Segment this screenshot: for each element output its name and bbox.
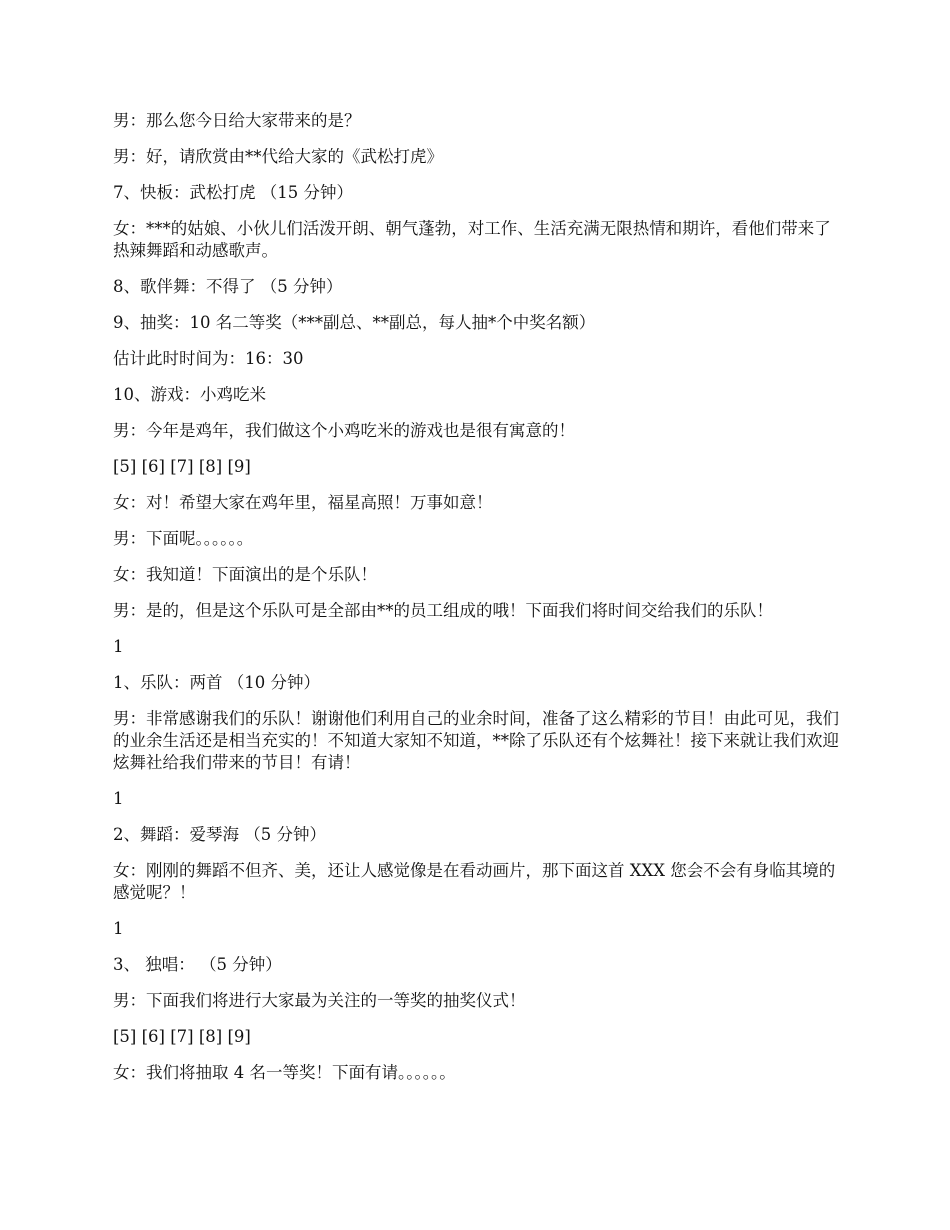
program-item-heading: 1、乐队：两首 （10 分钟）: [113, 673, 320, 692]
paragraph: 女：刚刚的舞蹈不但齐、美，还让人感觉像是在看动画片，那下面这首 XXX 您会不会有身临其境的感觉呢？！: [113, 861, 836, 902]
paragraph: 男：今年是鸡年，我们做这个小鸡吃米的游戏也是很有寓意的！: [113, 421, 575, 440]
page-marker: 1: [113, 789, 124, 808]
paragraph: 估计此时时间为：16：30: [113, 349, 304, 368]
program-item-heading: 9、抽奖：10 名二等奖（***副总、**副总，每人抽*个中奖名额）: [113, 313, 596, 332]
program-item-heading: 10、游戏：小鸡吃米: [113, 385, 266, 404]
paragraph: 男：下面我们将进行大家最为关注的一等奖的抽奖仪式！: [113, 991, 526, 1010]
document-body: [113, 110, 841, 1098]
program-item-heading: 8、歌伴舞：不得了 （5 分钟）: [113, 277, 343, 296]
paragraph: 女：我们将抽取 4 名一等奖！下面有请。。。。。。: [113, 1063, 456, 1082]
paragraph: 女：***的姑娘、小伙儿们活泼开朗、朝气蓬勃，对工作、生活充满无限热情和期许，看他们带来了热辣舞蹈和动感歌声。: [113, 219, 831, 260]
paragraph: 女：我知道！下面演出的是个乐队！: [113, 565, 377, 584]
page-marker: 1: [113, 919, 124, 938]
paragraph: 男：是的，但是这个乐队可是全部由**的员工组成的哦！下面我们将时间交给我们的乐队！: [113, 601, 773, 620]
program-item-heading: 3、 独唱： （5 分钟）: [113, 955, 282, 974]
reference-markers: [5] [6] [7] [8] [9]: [113, 1027, 251, 1046]
page-marker: 1: [113, 637, 124, 656]
paragraph: 男：那么您今日给大家带来的是？: [113, 111, 361, 130]
paragraph: 女：对！希望大家在鸡年里，福星高照！万事如意！: [113, 493, 493, 512]
paragraph: 男：非常感谢我们的乐队！谢谢他们利用自己的业余时间，准备了这么精彩的节目！由此可见，我们的业余生活还是相当充实的！不知道大家知不知道，**除了乐队还有个炫舞社！接下来就让我们欢迎炫舞社给我们带来的节目！有请！: [113, 709, 839, 772]
reference-markers: [5] [6] [7] [8] [9]: [113, 457, 251, 476]
paragraph: 男：下面呢。。。。。。: [113, 529, 254, 548]
paragraph: 男：好，请欣赏由**代给大家的《武松打虎》: [113, 147, 443, 166]
program-item-heading: 7、快板：武松打虎 （15 分钟）: [113, 183, 353, 202]
program-item-heading: 2、舞蹈：爱琴海 （5 分钟）: [113, 825, 326, 844]
